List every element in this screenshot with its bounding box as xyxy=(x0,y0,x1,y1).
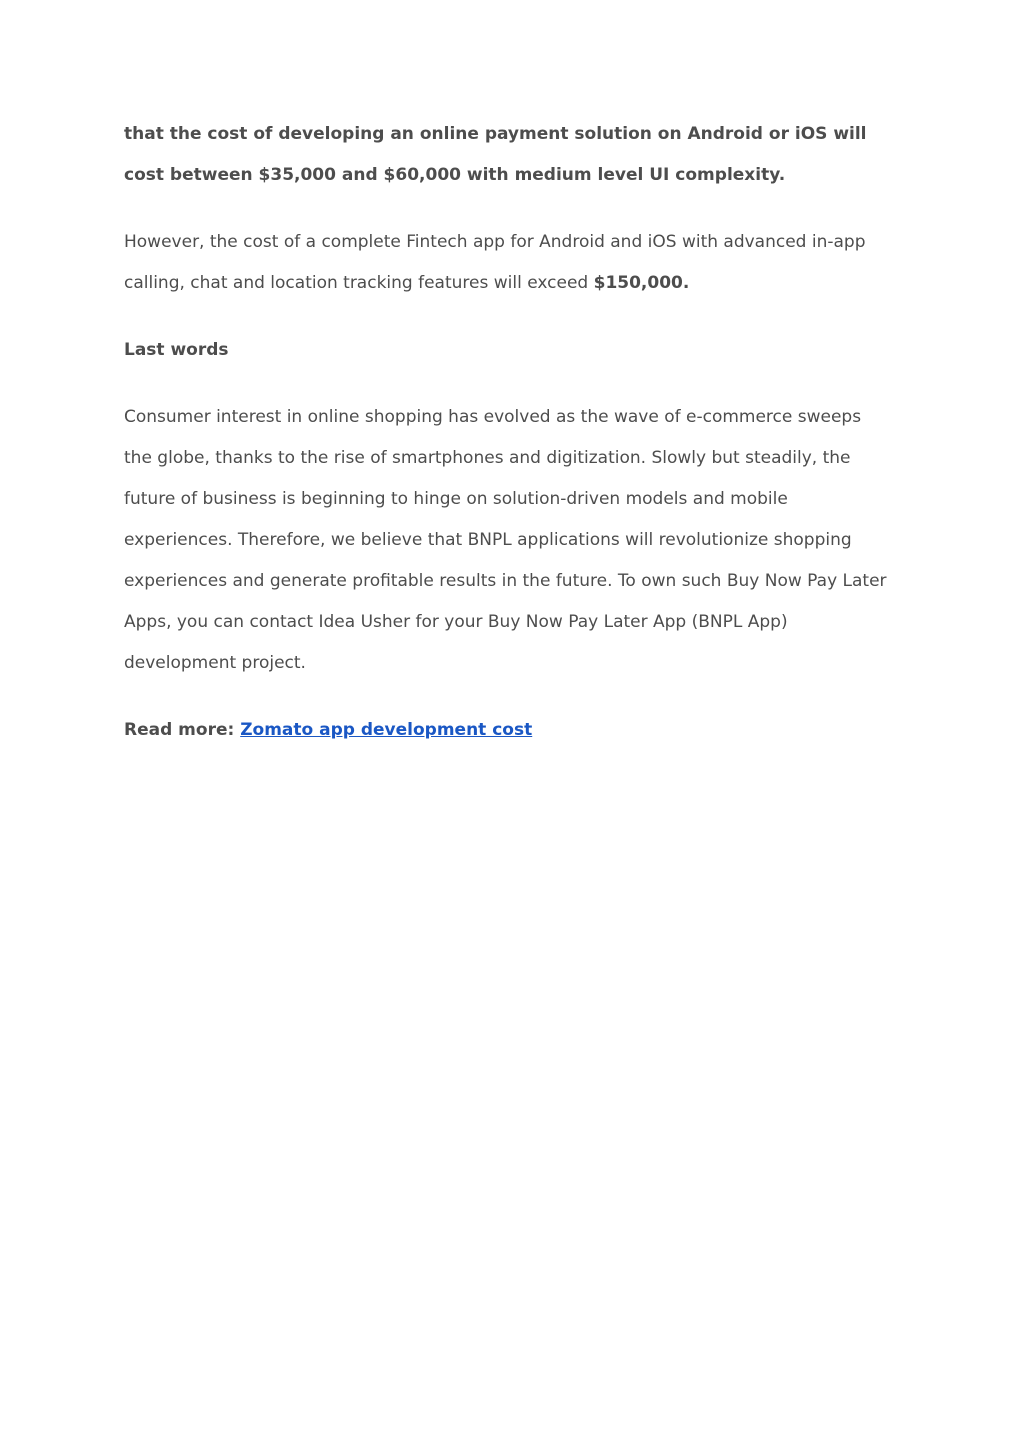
fintech-cost-amount: $150,000. xyxy=(593,273,690,293)
intro-paragraph: that the cost of developing an online payment solution on Android or iOS will cost between $35,000 and $60,000 with medium level UI complexity. xyxy=(124,124,867,185)
read-more-line xyxy=(124,710,894,751)
read-more-label: Read more: xyxy=(124,720,241,740)
read-more-link[interactable]: Zomato app development cost xyxy=(240,720,533,740)
conclusion-paragraph: Consumer interest in online shopping has evolved as the wave of e-commerce sweeps the globe, thanks to the rise of smartphones and digitization. Slowly but steadily, the future of business is beginning to hinge on solution-driven models and mobile experiences. Therefore, we believe that BNPL applications will revolutionize shopping experiences and generate profitable results in the future. To own such Buy Now Pay Later Apps, you can contact Idea Usher for your Buy Now Pay Later App (BNPL App) development project. xyxy=(124,407,887,673)
fintech-cost-paragraph xyxy=(124,222,894,304)
section-heading: Last words xyxy=(124,340,229,360)
document-page xyxy=(124,114,894,751)
fintech-cost-text: However, the cost of a complete Fintech app for Android and iOS with advanced in-app calling, chat and location tracking features will exceed xyxy=(124,232,866,293)
